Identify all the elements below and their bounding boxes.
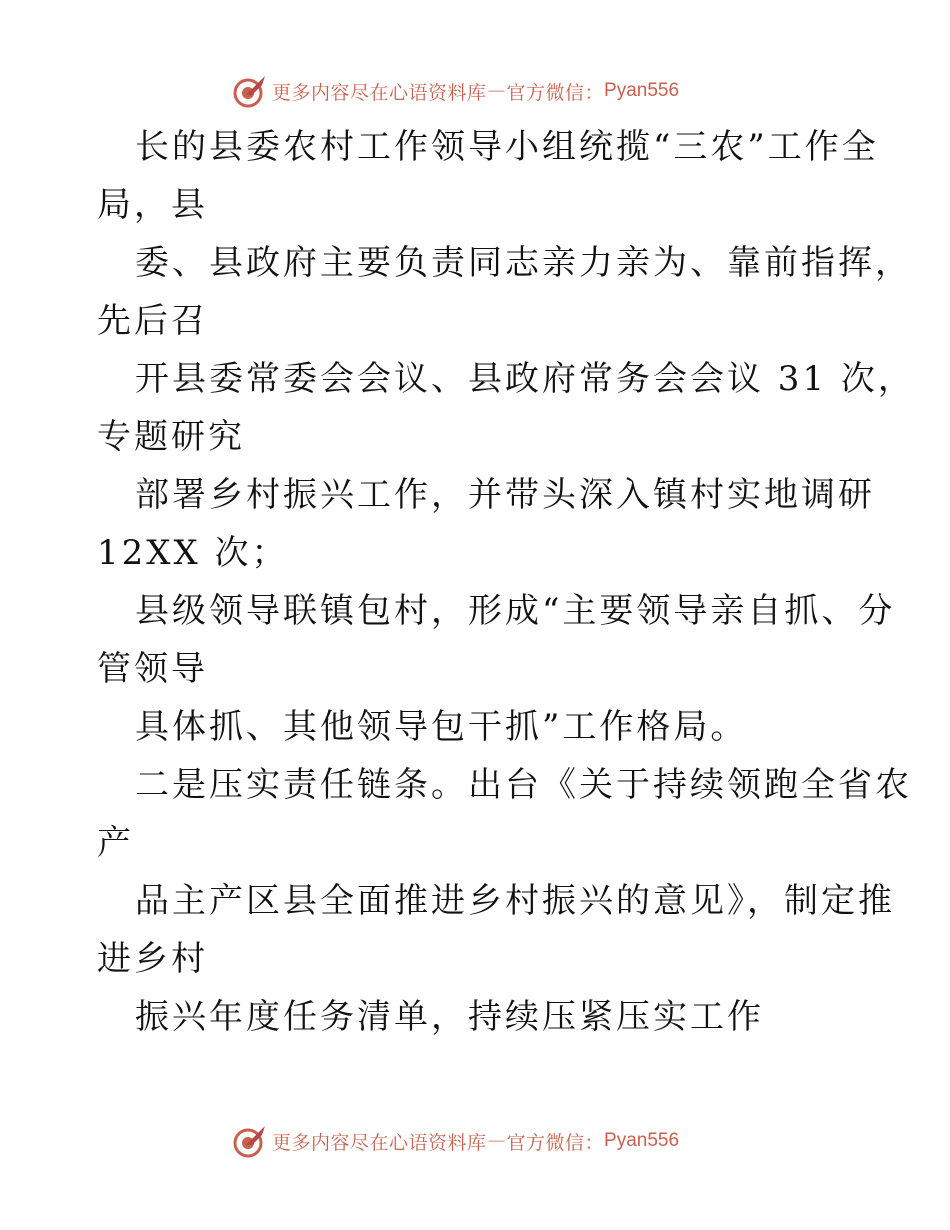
footer-wechat-id: Pyan556 (604, 1130, 680, 1151)
text-line: 具体抓、其他领导包干抓”工作格局。 (135, 707, 748, 747)
text-line: 产 (97, 823, 134, 863)
text-line: 局，县 (97, 185, 208, 225)
footer-banner-text: 更多内容尽在心语资料库 (272, 1131, 487, 1154)
text-line: 品主产区县全面推进乡村振兴的意见》，制定推 (135, 881, 895, 921)
quill-logo-icon (232, 1123, 268, 1159)
text-line: 开县委常委会会议、县政府常务会会议 31 次， (135, 359, 915, 399)
header-wechat-label: 官方微信： (506, 81, 605, 104)
text-line: 振兴年度任务清单，持续压紧压实工作 (135, 997, 764, 1037)
header-banner-text: 更多内容尽在心语资料库 (272, 81, 487, 104)
text-line: 长的县委农村工作领导小组统揽“三农”工作全 (135, 127, 879, 167)
header-wechat-id: Pyan556 (604, 80, 680, 101)
document-body (97, 118, 915, 1046)
text-line: 先后召 (97, 301, 208, 341)
footer-wechat-label: 官方微信： (506, 1131, 605, 1154)
text-line: 委、县政府主要负责同志亲力亲为、靠前指挥， (135, 243, 912, 283)
text-line: 县级领导联镇包村，形成“主要领导亲自抓、分 (135, 591, 896, 631)
footer-banner-separator: — (488, 1132, 505, 1149)
text-line: 12XX 次； (97, 533, 289, 573)
text-line: 二是压实责任链条。出台《关于持续领跑全省农 (135, 765, 912, 805)
text-line: 部署乡村振兴工作，并带头深入镇村实地调研 (135, 475, 875, 515)
header-banner (232, 72, 712, 110)
text-line: 进乡村 (97, 939, 208, 979)
text-line: 专题研究 (97, 417, 245, 457)
text-line: 管领导 (97, 649, 208, 689)
quill-logo-icon (232, 73, 268, 109)
header-banner-separator: — (488, 82, 505, 99)
footer-banner (232, 1122, 712, 1160)
